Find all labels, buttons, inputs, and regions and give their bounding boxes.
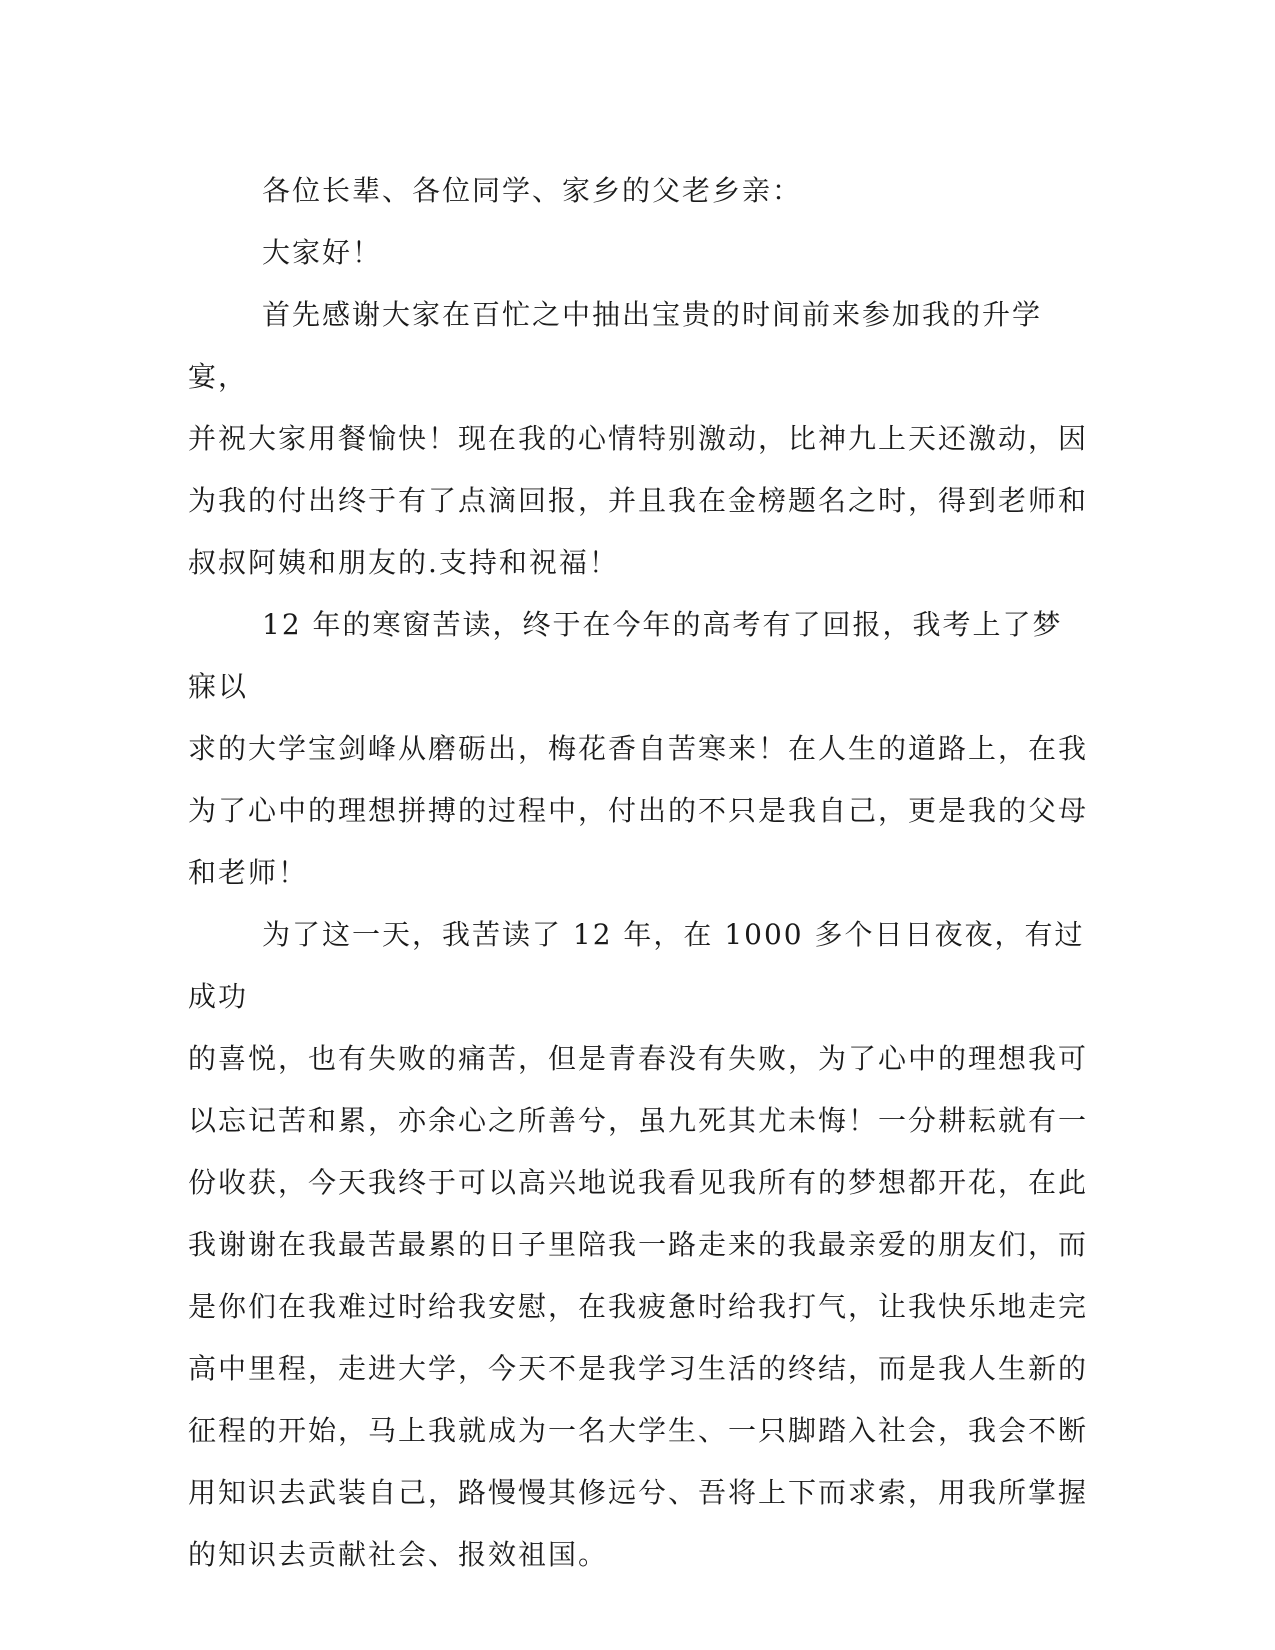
- salutation: 各位长辈、各位同学、家乡的父老乡亲：: [262, 174, 803, 207]
- speech-body: [188, 160, 1088, 1586]
- greeting: 大家好！: [262, 236, 383, 269]
- paragraph-thanks: 首先感谢大家在百忙之中抽出宝贵的时间前来参加我的升学宴， 并祝大家用餐愉快！现在我的心情特别激动，比神九上天还激动，因 为我的付出终于有了点滴回报，并且我在金榜题名之时，得到老师和 叔叔阿姨和朋友的.支持和祝福！: [188, 298, 1089, 579]
- paragraph-study: 12 年的寒窗苦读，终于在今年的高考有了回报，我考上了梦寐以 求的大学宝剑峰从磨砺出，梅花香自苦寒来！在人生的道路上，在我 为了心中的理想拼搏的过程中，付出的不只是我自己，更是我的父母 和老师！: [188, 608, 1089, 889]
- paragraph-gratitude: 为了这一天，我苦读了 12 年，在 1000 多个日日夜夜，有过成功 的喜悦，也有失败的痛苦，但是青春没有失败，为了心中的理想我可 以忘记苦和累，亦余心之所善兮，虽九死其尤未悔！一分耕耘就有一 份收获，今天我终于可以高兴地说我看见我所有的梦想都开花，在此 我谢谢在我最苦最累的日子里陪我一路走来的我最亲爱的朋友们，而 是你们在我难过时给我安慰，在我疲惫时给我打气，让我快乐地走完 高中里程，走进大学，今天不是我学习生活的终结，而是我人生新的 征程的开始，马上我就成为一名大学生、一只脚踏入社会，我会不断 用知识去武装自己，路慢慢其修远兮、吾将上下而求索，用我所掌握 的知识去贡献社会、报效祖国。: [188, 918, 1089, 1571]
